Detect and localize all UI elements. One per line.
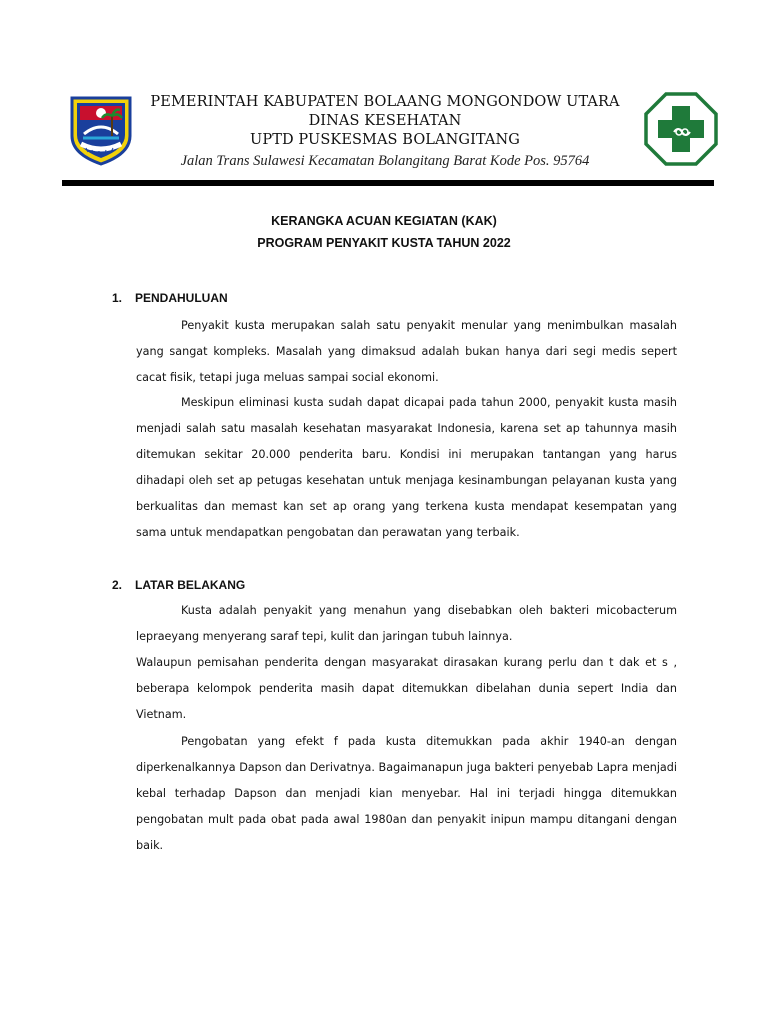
- letterhead-divider: [62, 180, 714, 186]
- letterhead-government: PEMERINTAH KABUPATEN BOLAANG MONGONDOW UTARA: [150, 94, 620, 110]
- paragraph: Walaupun pemisahan penderita dengan masyarakat dirasakan kurang perlu dan t dak et s , beberapa kelompok penderita masih dapat ditemukkan dibelahan dunia sepert India dan Vietnam.: [136, 656, 677, 721]
- regency-coat-of-arms-icon: [66, 92, 136, 166]
- letterhead-department: DINAS KESEHATAN: [308, 113, 462, 129]
- letterhead-address: Jalan Trans Sulawesi Kecamatan Bolangitang Barat Kode Pos. 95764: [180, 153, 590, 169]
- section-heading-latar-belakang: [112, 578, 245, 592]
- section-number: 1.: [112, 291, 123, 305]
- letterhead-institution: UPTD PUSKESMAS BOLANGITANG: [250, 132, 520, 148]
- paragraph: Meskipun eliminasi kusta sudah dapat dicapai pada tahun 2000, penyakit kusta masih menjadi salah satu masalah kesehatan masyarakat Indonesia, karena set ap tahunnya masih ditemukan sekitar 20.000 penderita baru. Kondisi ini merupakan tantangan yang harus dihadapi oleh set ap petugas kesehatan untuk menjaga kesinambungan pelayanan kusta yang berkualitas dan memast kan set ap orang yang terkena kusta mendapat kesempatan yang sama untuk mendapatkan pengobatan dan perawatan yang terbaik.: [136, 396, 677, 539]
- document-title: KERANGKA ACUAN KEGIATAN (KAK): [271, 214, 497, 228]
- document-subtitle: PROGRAM PENYAKIT KUSTA TAHUN 2022: [257, 236, 511, 250]
- section-number: 2.: [112, 578, 123, 592]
- section-title: PENDAHULUAN: [135, 291, 228, 305]
- letterhead: [150, 93, 620, 171]
- section-title: LATAR BELAKANG: [135, 578, 246, 592]
- paragraph: Pengobatan yang efekt f pada kusta ditemukkan pada akhir 1940-an dengan diperkenalkannya Dapson dan Derivatnya. Bagaimanapun juga bakteri penyebab Lapra menjadi kebal terhadap Dapson dan menjadi kian menyebar. Hal ini terjadi hingga ditemukkan pengobatan mult pada obat pada awal 1980an dan penyakit inipun mampu ditangani dengan baik.: [136, 735, 677, 852]
- paragraph: Penyakit kusta merupakan salah satu penyakit menular yang menimbulkan masalah yang sangat kompleks. Masalah yang dimaksud adalah bukan hanya dari segi medis sepert cacat fisik, tetapi juga meluas sampai social ekonomi.: [136, 319, 677, 384]
- puskesmas-cross-icon: [644, 92, 718, 166]
- section-heading-pendahuluan: [112, 291, 228, 305]
- paragraph: Kusta adalah penyakit yang menahun yang disebabkan oleh bakteri micobacterum lepraeyang menyerang saraf tepi, kulit dan jaringan tubuh lainnya.: [136, 604, 677, 643]
